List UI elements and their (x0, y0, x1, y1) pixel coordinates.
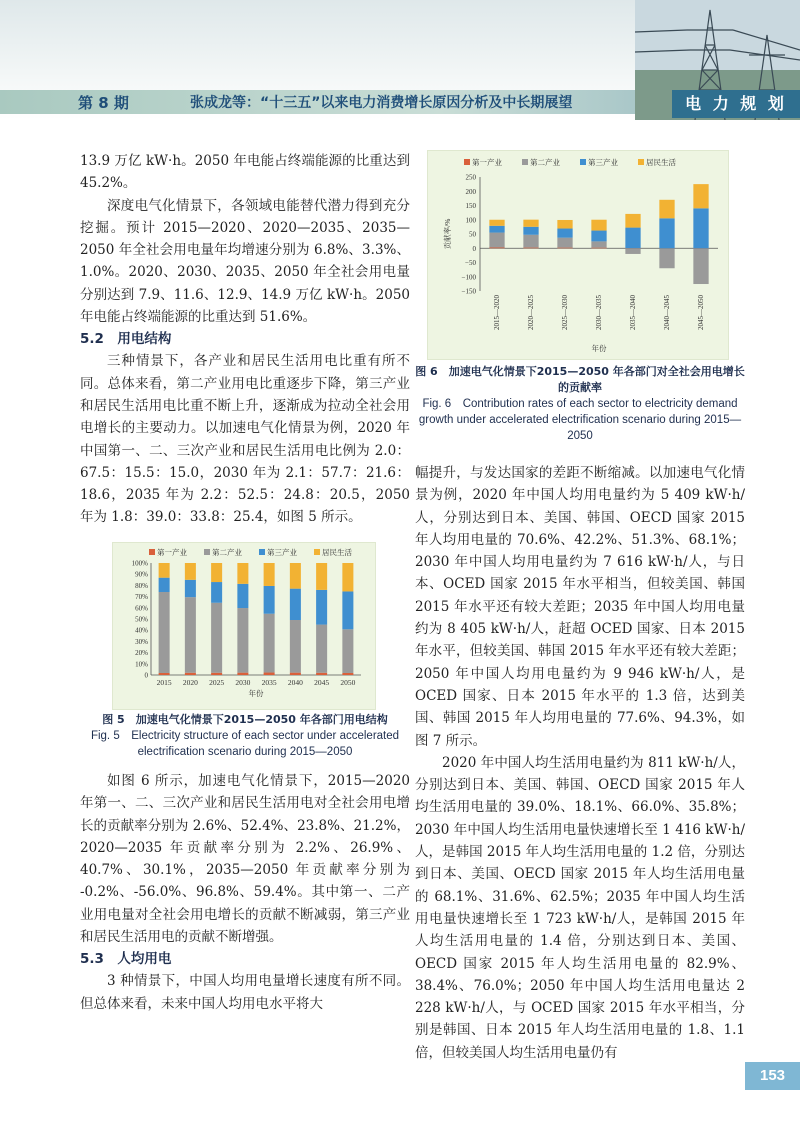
bar-segment (159, 563, 170, 578)
y-tick-label: 60% (135, 604, 148, 613)
bar-segment (316, 563, 327, 590)
legend-label: 居民生活 (322, 548, 352, 557)
paragraph: 深度电气化情景下，各领域电能替代潜力得到充分挖掘。预计 2015—2020、2020—2035、2035—2050 年全社会用电量年均增速分别为 6.8%、3.3%、1.0%。2020、2030、2035、2050 年全社会用电量分别达到 7.9、11.6、12.9、14.9 万亿 kW·h。2050 年电能占终端能源的比重达到 51.6%。 (80, 197, 410, 326)
legend-swatch (464, 159, 470, 165)
legend-swatch (259, 549, 265, 555)
chart-fig6 (428, 151, 728, 359)
bar-segment (185, 597, 196, 673)
bar-segment (316, 625, 327, 673)
bar-segment (316, 673, 327, 675)
caption-zh: 图 6 加速电气化情景下2015—2050 年各部门对全社会用电增长的贡献率 (415, 365, 745, 394)
bar-segment (489, 226, 504, 233)
bar-segment (591, 241, 606, 247)
caption-zh: 图 5 加速电气化情景下2015—2050 年各部门用电结构 (102, 713, 388, 726)
legend-swatch (204, 549, 210, 555)
bar-segment (342, 563, 353, 591)
y-tick-label: 80% (135, 581, 148, 590)
legend-swatch (314, 549, 320, 555)
legend-label: 第二产业 (530, 158, 560, 167)
x-tick-label: 2035 (261, 678, 277, 687)
bar-segment (264, 563, 275, 586)
bar-segment (489, 248, 504, 249)
left-column-lower (80, 770, 410, 1015)
y-tick-label: 0 (144, 671, 148, 680)
bar-segment (591, 248, 606, 249)
bar-segment (659, 248, 674, 268)
y-tick-label: 70% (135, 593, 148, 602)
x-tick-label: 2030—2035 (595, 295, 603, 330)
y-tick-label: 100 (465, 216, 476, 225)
x-tick-label: 2045—2050 (697, 295, 705, 330)
bar-segment (591, 220, 606, 231)
right-column (415, 462, 745, 1064)
y-tick-label: 90% (135, 570, 148, 579)
figure-6 (427, 150, 729, 360)
bar-segment (523, 220, 538, 227)
left-column (80, 150, 410, 529)
issue-number: 第 8 期 (78, 94, 129, 112)
bar-segment (237, 673, 248, 675)
bar-segment (489, 233, 504, 248)
bar-segment (557, 229, 572, 238)
bar-segment (693, 248, 708, 284)
section-tag: 电 力 规 划 (672, 90, 800, 118)
paragraph: 2020 年中国人均生活用电量约为 811 kW·h/人，分别达到日本、美国、韩国、OECD 国家 2015 年人均生活用电量的 39.0%、18.1%、66.0%、35.8%；2030 年中国人均生活用电量快速增长至 1 416 kW·h/人，是韩国 2015 年人均生活用电量的 1.2 倍，分别达到日本、美国、OECD 国家 2015 年人均生活用电量的 68.1%、31.6%、62.5%；2035 年中国人均生活用电量快速增长至 1 723 kW·h/人，是韩国 2015 年人均生活用电量的 1.4 倍，分别达到日本、美国、OECD 国家 2015 年人均生活用电量的 82.9%、38.4%、76.0%；2050 年中国人均生活用电量达 2 228 kW·h/人，与 OCED 国家 2015 年水平相当，分别是韩国、日本 2015 年人均生活用电量的 1.8、1.1 倍，但较美国人均生活用电量仍有 (415, 754, 745, 1061)
bar-segment (211, 563, 222, 582)
section-heading: 5.2 用电结构 (80, 331, 172, 348)
figure-5-caption (80, 712, 410, 760)
y-tick-label: 200 (465, 187, 476, 196)
legend-swatch (149, 549, 155, 555)
bar-segment (211, 673, 222, 675)
paragraph: 13.9 万亿 kW·h。2050 年电能占终端能源的比重达到 45.2%。 (80, 153, 410, 192)
bar-segment (523, 248, 538, 249)
x-tick-label: 2015 (156, 678, 172, 687)
bar-segment (489, 220, 504, 226)
y-tick-label: 30% (135, 637, 148, 646)
y-tick-label: 250 (465, 173, 476, 182)
legend-swatch (580, 159, 586, 165)
chart-fig5 (113, 543, 375, 709)
y-tick-label: 150 (465, 202, 476, 210)
y-tick-label: 100% (131, 559, 148, 568)
legend-swatch (522, 159, 528, 165)
y-tick-label: −50 (465, 259, 476, 267)
x-tick-label: 2025—2030 (561, 295, 569, 330)
bar-segment (591, 231, 606, 242)
section-heading: 5.3 人均用电 (80, 951, 172, 968)
x-tick-label: 2040—2045 (663, 295, 671, 330)
bar-segment (237, 584, 248, 608)
bar-segment (264, 614, 275, 673)
y-tick-label: 10% (135, 660, 148, 669)
bar-segment (159, 578, 170, 592)
legend-swatch (638, 159, 644, 165)
x-axis-label: 年份 (248, 689, 264, 698)
y-tick-label: −100 (461, 273, 476, 282)
x-tick-label: 2020 (182, 678, 198, 687)
y-tick-label: 0 (472, 244, 476, 253)
bar-segment (625, 248, 640, 254)
x-tick-label: 2030 (235, 678, 251, 687)
bar-segment (693, 208, 708, 248)
page-number: 153 (745, 1062, 800, 1090)
bar-segment (264, 673, 275, 675)
legend-label: 第三产业 (588, 158, 618, 167)
bar-segment (237, 563, 248, 584)
paragraph: 如图 6 所示，加速电气化情景下，2015—2020 年第一、二、三次产业和居民生活用电对全社会用电增长的贡献率分别为 2.6%、52.4%、23.8%、21.2%，2020—2035 年贡献率分别为 2.2%、26.9%、40.7%、30.1%，2035—2050 年贡献率分别为 -0.2%、-56.0%、96.8%、59.4%。其中第一、二产业用电量对全社会用电增长的贡献不断减弱，第三产业和居民生活用电的贡献不断增强。 (80, 773, 410, 946)
bar-segment (159, 673, 170, 675)
bar-segment (342, 673, 353, 675)
bar-segment (237, 608, 248, 673)
x-tick-label: 2025 (209, 678, 225, 687)
figure-6-caption (415, 364, 745, 444)
bar-segment (264, 586, 275, 614)
paragraph: 幅提升，与发达国家的差距不断缩减。以加速电气化情景为例，2020 年中国人均用电量约为 5 409 kW·h/人，分别达到日本、美国、韩国、OECD 国家 2015 年人均用电量的 70.6%、42.2%、51.3%、68.1%；2030 年中国人均用电量约为 7 616 kW·h/人，与日本、OCED 国家 2015 年水平相当，但较美国、韩国 2015 年水平还有较大差距；2035 年中国人均用电量约为 8 405 kW·h/人，赶超 OCED 国家、日本 2015 年水平，但较美国、韩国 2015 年水平还有较大差距；2050 年中国人均用电量约为 9 946 kW·h/人，是 OCED 国家、日本 2015 年水平的 1.3 倍，达到美国、韩国 2015 年人均用电量的 77.6%、94.3%，如图 7 所示。 (415, 465, 745, 749)
x-tick-label: 2035—2040 (629, 295, 637, 330)
bar-segment (290, 589, 301, 620)
caption-en: Fig. 6 Contribution rates of each sector to electricity demand growth under accelerated electrification scenario during 2015—2050 (418, 398, 742, 442)
bar-segment (290, 673, 301, 675)
bar-segment (557, 248, 572, 249)
bar-segment (185, 563, 196, 580)
bar-segment (625, 214, 640, 228)
y-tick-label: 50% (135, 615, 148, 624)
bar-segment (557, 220, 572, 229)
legend-label: 居民生活 (646, 158, 676, 167)
paragraph: 三种情景下，各产业和居民生活用电比重有所不同。总体来看，第二产业用电比重逐步下降，第三产业和居民生活用电比重不断上升，逐渐成为拉动全社会用电增长的主要动力。以加速电气化情景为例，2020 年中国第一、二、三次产业和居民生活用电比例为 2.0：67.5：15.5：15.0，2030 年为 2.1：57.7：21.6：18.6，2035 年为 2.2：52.5：24.8：20.5，2050 年为 1.8：39.0：33.8：25.4，如图 5 所示。 (80, 353, 410, 526)
bar-segment (185, 580, 196, 597)
y-tick-label: 20% (135, 649, 148, 658)
x-tick-label: 2050 (340, 678, 356, 687)
caption-en: Fig. 5 Electricity structure of each sector under accelerated electrification scenario during 2015—2050 (90, 730, 400, 758)
bar-segment (659, 218, 674, 248)
legend-label: 第一产业 (472, 158, 502, 167)
bar-segment (185, 673, 196, 675)
y-tick-label: 40% (135, 626, 148, 635)
bar-segment (159, 592, 170, 673)
x-tick-label: 2040 (287, 678, 303, 687)
x-tick-label: 2020—2025 (527, 295, 535, 330)
legend-label: 第二产业 (212, 548, 242, 557)
legend-label: 第三产业 (267, 548, 297, 557)
bar-segment (557, 238, 572, 248)
bar-segment (211, 603, 222, 673)
bar-segment (211, 582, 222, 603)
legend-label: 第一产业 (157, 548, 187, 557)
x-tick-label: 2045 (314, 678, 330, 687)
bar-segment (342, 629, 353, 673)
bar-segment (290, 620, 301, 673)
paragraph: 3 种情景下，中国人均用电量增长速度有所不同。但总体来看，未来中国人均用电水平将大 (80, 973, 410, 1012)
bar-segment (342, 591, 353, 629)
bar-segment (316, 590, 327, 625)
x-axis-label: 年份 (591, 344, 607, 353)
bar-segment (693, 184, 708, 208)
bar-segment (290, 563, 301, 589)
x-tick-label: 2015—2020 (493, 295, 501, 330)
y-tick-label: −150 (461, 287, 476, 296)
bar-segment (523, 227, 538, 235)
bar-segment (523, 235, 538, 248)
bar-segment (625, 228, 640, 249)
y-axis-label: 贡献率/% (443, 218, 452, 250)
page-header (0, 0, 800, 120)
figure-5 (112, 542, 376, 710)
running-title: 张成龙等：“十三五”以来电力消费增长原因分析及中长期展望 (190, 95, 573, 111)
bar-segment (659, 200, 674, 219)
y-tick-label: 50 (469, 230, 476, 239)
